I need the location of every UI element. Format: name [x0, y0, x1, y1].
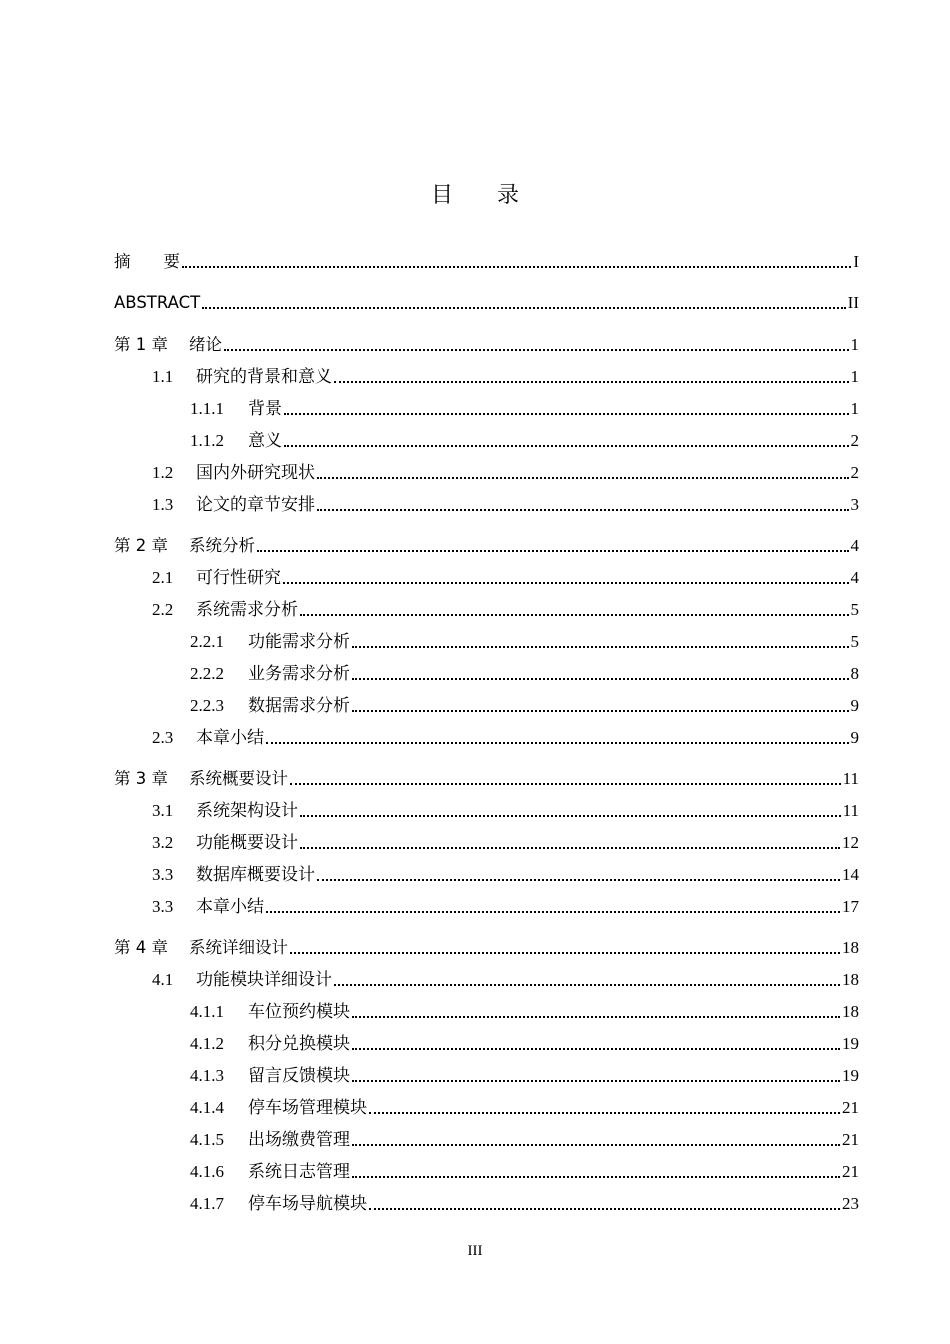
toc-entry-number: 第 4 章	[114, 938, 168, 957]
toc-dot-leader	[352, 1143, 840, 1146]
toc-entry[interactable]	[152, 459, 859, 483]
toc-entry-number: 1.1.2	[190, 431, 224, 450]
toc-entry-label: 系统概要设计	[189, 769, 288, 788]
toc-entry-page: 5	[850, 600, 859, 619]
toc-entry-number: 第 2 章	[114, 536, 168, 555]
toc-entry-number: 4.1.4	[190, 1098, 224, 1117]
toc-entry-page: 3	[850, 495, 859, 514]
toc-entry-page: 1	[850, 335, 859, 354]
toc-entry-label: 功能概要设计	[196, 833, 298, 852]
toc-entry[interactable]	[152, 861, 859, 885]
toc-entry[interactable]	[114, 934, 859, 958]
toc-dot-leader	[352, 1015, 840, 1018]
footer-page-number: III	[467, 1243, 483, 1259]
toc-entry[interactable]	[190, 692, 859, 716]
toc-entry-label: 业务需求分析	[248, 664, 350, 683]
toc-entry-page: 4	[850, 568, 859, 587]
toc-dot-leader	[300, 814, 841, 817]
toc-dot-leader	[224, 348, 849, 351]
toc-dot-leader	[266, 741, 849, 744]
toc-dot-leader	[352, 1079, 840, 1082]
page-title: 目录	[430, 183, 563, 208]
toc-entry[interactable]	[114, 765, 859, 789]
toc-entry-label: 研究的背景和意义	[196, 367, 332, 386]
toc-entry-page: 19	[842, 1066, 859, 1085]
toc-entry-number: 4.1.5	[190, 1130, 224, 1149]
toc-entry-page: 5	[850, 632, 859, 651]
toc-entry-number: 4.1.3	[190, 1066, 224, 1085]
toc-dot-leader	[317, 878, 840, 881]
toc-entry-number: 第 1 章	[114, 335, 168, 354]
toc-entry-number: 3.3	[152, 865, 174, 884]
toc-entry-number: 1.2	[152, 463, 174, 482]
toc-entry-page: 4	[850, 536, 859, 555]
toc-entry-page: 11	[842, 769, 859, 788]
toc-dot-leader	[257, 549, 849, 552]
toc-dot-leader	[334, 380, 849, 383]
toc-entry-number: 4.1.6	[190, 1162, 224, 1181]
toc-dot-leader	[352, 1175, 840, 1178]
toc-dot-leader	[290, 951, 840, 954]
toc-dot-leader	[290, 782, 841, 785]
toc-entry-number: 1.1	[152, 367, 174, 386]
toc-entry-label: 留言反馈模块	[248, 1066, 350, 1085]
toc-entry-page: 17	[842, 897, 859, 916]
toc-entry[interactable]	[190, 660, 859, 684]
toc-entry[interactable]	[190, 1190, 859, 1214]
toc-dot-leader	[284, 444, 849, 447]
toc-entry-label: 系统详细设计	[189, 938, 288, 957]
toc-dot-leader	[317, 476, 849, 479]
toc-entry-number: 4.1.7	[190, 1194, 224, 1213]
toc-entry-label: 系统分析	[189, 536, 255, 555]
toc-entry-label: 系统需求分析	[196, 600, 298, 619]
toc-entry-number: 4.1.2	[190, 1034, 224, 1053]
toc-entry-page: 14	[842, 865, 859, 884]
toc-entry-label: 本章小结	[196, 728, 264, 747]
toc-entry-label: 功能需求分析	[248, 632, 350, 651]
toc-entry[interactable]	[152, 893, 859, 917]
toc-entry[interactable]	[152, 797, 859, 821]
toc-entry-number: 1.3	[152, 495, 174, 514]
toc-entry[interactable]	[190, 395, 859, 419]
toc-entry-number: 3.1	[152, 801, 174, 820]
toc-entry-label: 论文的章节安排	[196, 495, 315, 514]
toc-entry[interactable]	[114, 331, 859, 355]
toc-entry-page: 18	[842, 970, 859, 989]
toc-entry[interactable]	[190, 1126, 859, 1150]
toc-entry-page: 2	[850, 431, 859, 450]
toc-entry-label: 绪论	[189, 335, 222, 354]
toc-entry[interactable]	[152, 966, 859, 990]
toc-dot-leader	[352, 1047, 840, 1050]
toc-entry-page: 12	[842, 833, 859, 852]
toc-entry-page: II	[847, 293, 859, 312]
toc-entry[interactable]	[190, 1030, 859, 1054]
toc-entry-page: 8	[850, 664, 859, 683]
toc-dot-leader	[300, 846, 840, 849]
toc-entry[interactable]	[190, 1062, 859, 1086]
toc-entry-number: 2.2.2	[190, 664, 224, 683]
toc-entry-label: 系统架构设计	[196, 801, 298, 820]
toc-entry-number: 1.1.1	[190, 399, 224, 418]
toc-entry-page: I	[853, 252, 859, 271]
toc-entry-page: 19	[842, 1034, 859, 1053]
toc-entry-label: 背景	[248, 399, 282, 418]
toc-dot-leader	[300, 613, 849, 616]
toc-entry-label: 可行性研究	[196, 568, 281, 587]
toc-entry[interactable]	[114, 248, 859, 272]
toc-entry-number: 2.2	[152, 600, 174, 619]
toc-dot-leader	[369, 1207, 840, 1210]
toc-entry[interactable]	[190, 628, 859, 652]
toc-entry-page: 9	[850, 696, 859, 715]
toc-entry-page: 21	[842, 1130, 859, 1149]
toc-entry-number: 3.3	[152, 897, 174, 916]
toc-dot-leader	[284, 412, 849, 415]
toc-entry[interactable]	[152, 596, 859, 620]
toc-entry-label: 本章小结	[196, 897, 264, 916]
toc-entry-number: 2.2.1	[190, 632, 224, 651]
toc-entry-page: 1	[850, 399, 859, 418]
toc-entry-page: 21	[842, 1098, 859, 1117]
toc-entry-page: 1	[850, 367, 859, 386]
toc-dot-leader	[266, 910, 840, 913]
toc-entry-number: 第 3 章	[114, 769, 168, 788]
toc-dot-leader	[352, 709, 849, 712]
toc-entry[interactable]	[152, 829, 859, 853]
toc-dot-leader	[283, 581, 849, 584]
toc-entry-label: 系统日志管理	[248, 1162, 350, 1181]
toc-entry-label: 数据库概要设计	[196, 865, 315, 884]
toc-entry-label: ABSTRACT	[114, 293, 201, 312]
toc-entry-label: 积分兑换模块	[248, 1034, 350, 1053]
toc-entry-label: 国内外研究现状	[196, 463, 315, 482]
toc-dot-leader	[352, 677, 849, 680]
toc-entry[interactable]	[152, 491, 859, 515]
toc-dot-leader	[182, 265, 851, 268]
toc-entry-number: 2.3	[152, 728, 174, 747]
toc-entry-label: 功能模块详细设计	[196, 970, 332, 989]
toc-dot-leader	[369, 1111, 840, 1114]
toc-entry-page: 18	[842, 1002, 859, 1021]
toc-entry-label: 停车场管理模块	[248, 1098, 367, 1117]
toc-entry[interactable]	[190, 998, 859, 1022]
toc-entry[interactable]	[190, 427, 859, 451]
toc-entry-number: 2.1	[152, 568, 174, 587]
toc-entry-page: 11	[842, 801, 859, 820]
toc-entry[interactable]	[152, 564, 859, 588]
toc-entry-label: 数据需求分析	[248, 696, 350, 715]
toc-entry-number: 4.1	[152, 970, 174, 989]
toc-dot-leader	[334, 983, 840, 986]
toc-entry-label: 意义	[248, 431, 282, 450]
toc-dot-leader	[202, 306, 845, 309]
toc-entry[interactable]	[190, 1158, 859, 1182]
toc-dot-leader	[317, 508, 849, 511]
toc-entry-label: 停车场导航模块	[248, 1194, 367, 1213]
toc-entry[interactable]	[190, 1094, 859, 1118]
toc-entry-page: 23	[842, 1194, 859, 1213]
toc-entry-page: 21	[842, 1162, 859, 1181]
toc-entry-number: 4.1.1	[190, 1002, 224, 1021]
toc-entry[interactable]	[114, 289, 859, 313]
toc-entry-page: 2	[850, 463, 859, 482]
toc-dot-leader	[352, 645, 849, 648]
toc-entry-number: 3.2	[152, 833, 174, 852]
toc-entry-number: 2.2.3	[190, 696, 224, 715]
toc-entry-page: 9	[850, 728, 859, 747]
toc-entry-label: 车位预约模块	[248, 1002, 350, 1021]
toc-entry[interactable]	[152, 363, 859, 387]
toc-entry-label: 出场缴费管理	[248, 1130, 350, 1149]
toc-entry[interactable]	[114, 532, 859, 556]
toc-entry-page: 18	[842, 938, 859, 957]
toc-entry[interactable]	[152, 724, 859, 748]
toc-entry-label: 摘 要	[114, 252, 180, 271]
